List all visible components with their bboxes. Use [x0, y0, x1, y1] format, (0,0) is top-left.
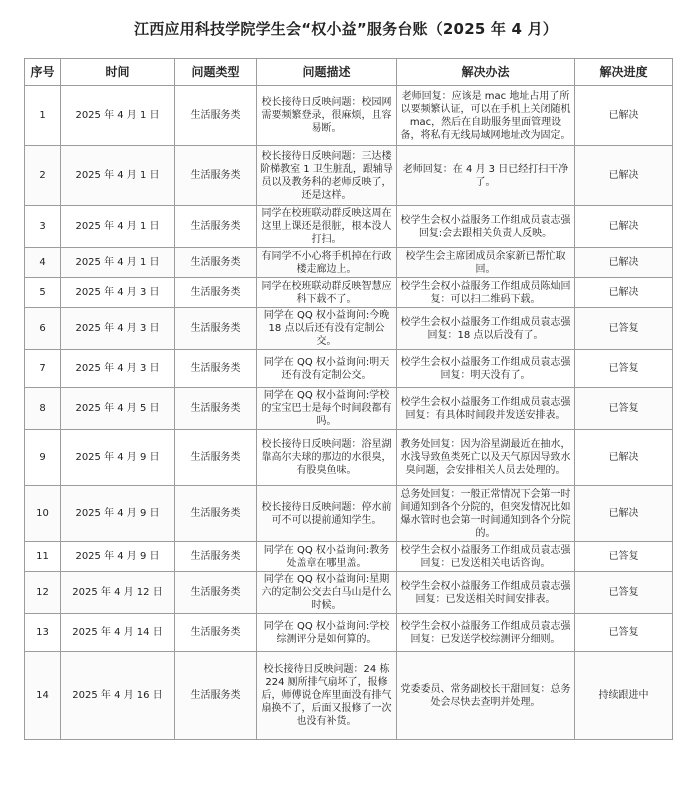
table-row	[25, 652, 673, 740]
document-title: 江西应用科技学院学生会“权小益”服务台账（2025 年 4 月）	[134, 20, 558, 38]
cell-status: 已答复	[575, 614, 673, 652]
cell-no: 10	[25, 486, 61, 542]
cell-type: 生活服务类	[175, 388, 257, 430]
header-solution: 解决办法	[397, 59, 575, 86]
cell-status: 已解决	[575, 146, 673, 206]
table-row	[25, 248, 673, 278]
cell-status: 已答复	[575, 388, 673, 430]
cell-type: 生活服务类	[175, 430, 257, 486]
cell-status: 已答复	[575, 572, 673, 614]
service-ledger-table	[24, 58, 673, 740]
cell-type: 生活服务类	[175, 350, 257, 388]
cell-type: 生活服务类	[175, 308, 257, 350]
cell-time: 2025 年 4 月 9 日	[61, 486, 175, 542]
cell-status: 已解决	[575, 486, 673, 542]
cell-solution: 老师回复：应该是 mac 地址占用了所以要频繁认证，可以在手机上关闭随机 mac，然后在自助服务里面管理设备，将私有无线局域网地址改为固定。	[397, 86, 575, 146]
cell-solution: 老师回复：在 4 月 3 日已经打扫干净了。	[397, 146, 575, 206]
cell-description: 同学在校班联动群反映这周在这里上课还是很脏，根本没人打扫。	[257, 206, 397, 248]
cell-type: 生活服务类	[175, 248, 257, 278]
cell-no: 1	[25, 86, 61, 146]
cell-description: 同学在 QQ 权小益询问:学校综测评分是如何算的。	[257, 614, 397, 652]
cell-status: 已答复	[575, 308, 673, 350]
cell-no: 8	[25, 388, 61, 430]
cell-description: 同学在 QQ 权小益询问:学校的宝宝巴士是每个时间段都有吗。	[257, 388, 397, 430]
header-time: 时间	[61, 59, 175, 86]
cell-description: 校长接待日反映问题：停水前可不可以提前通知学生。	[257, 486, 397, 542]
cell-solution: 校学生会权小益服务工作组成员袁志强回复：明天没有了。	[397, 350, 575, 388]
cell-description: 校长接待日反映问题：三达楼阶梯教室 1 卫生脏乱，跟辅导员以及教务科的老师反映了，还是这样。	[257, 146, 397, 206]
table-row	[25, 308, 673, 350]
cell-type: 生活服务类	[175, 614, 257, 652]
cell-type: 生活服务类	[175, 572, 257, 614]
cell-time: 2025 年 4 月 1 日	[61, 248, 175, 278]
cell-type: 生活服务类	[175, 146, 257, 206]
cell-time: 2025 年 4 月 16 日	[61, 652, 175, 740]
table-row	[25, 278, 673, 308]
cell-type: 生活服务类	[175, 206, 257, 248]
cell-status: 已解决	[575, 86, 673, 146]
table-row	[25, 86, 673, 146]
cell-no: 3	[25, 206, 61, 248]
cell-status: 已答复	[575, 542, 673, 572]
cell-solution: 总务处回复：一般正常情况下会第一时间通知到各个分院的，但突发情况比如爆水管时也会第一时间通知到各个分院的。	[397, 486, 575, 542]
table-row	[25, 542, 673, 572]
cell-solution: 校学生会权小益服务工作组成员袁志强回复：有具体时间段并发送安排表。	[397, 388, 575, 430]
cell-status: 已解决	[575, 430, 673, 486]
cell-time: 2025 年 4 月 3 日	[61, 350, 175, 388]
cell-time: 2025 年 4 月 9 日	[61, 430, 175, 486]
cell-solution: 党委委员、常务副校长干甜回复：总务处会尽快去查明并处理。	[397, 652, 575, 740]
table-row	[25, 572, 673, 614]
cell-time: 2025 年 4 月 3 日	[61, 308, 175, 350]
cell-time: 2025 年 4 月 14 日	[61, 614, 175, 652]
header-description: 问题描述	[257, 59, 397, 86]
cell-time: 2025 年 4 月 1 日	[61, 206, 175, 248]
cell-type: 生活服务类	[175, 86, 257, 146]
cell-no: 7	[25, 350, 61, 388]
table-row	[25, 486, 673, 542]
cell-solution: 校学生会权小益服务工作组成员袁志强回复：已发送相关时间安排表。	[397, 572, 575, 614]
cell-solution: 教务处回复：因为浴星湖最近在抽水，水浅导致鱼类死亡以及天气原因导致水臭问题，会安排相关人员去处理的。	[397, 430, 575, 486]
table-row	[25, 350, 673, 388]
cell-time: 2025 年 4 月 1 日	[61, 146, 175, 206]
cell-no: 6	[25, 308, 61, 350]
table-row	[25, 146, 673, 206]
table-row	[25, 206, 673, 248]
table-row	[25, 430, 673, 486]
header-no: 序号	[25, 59, 61, 86]
cell-no: 4	[25, 248, 61, 278]
cell-no: 2	[25, 146, 61, 206]
cell-solution: 校学生会权小益服务工作组成员袁志强回复:会去跟相关负责人反映。	[397, 206, 575, 248]
cell-no: 12	[25, 572, 61, 614]
cell-status: 已答复	[575, 350, 673, 388]
cell-time: 2025 年 4 月 9 日	[61, 542, 175, 572]
cell-status: 已解决	[575, 206, 673, 248]
cell-description: 同学在校班联动群反映智慧应科下载不了。	[257, 278, 397, 308]
cell-status: 持续跟进中	[575, 652, 673, 740]
cell-no: 11	[25, 542, 61, 572]
cell-time: 2025 年 4 月 1 日	[61, 86, 175, 146]
cell-type: 生活服务类	[175, 486, 257, 542]
cell-description: 同学在 QQ 权小益询问:教务处盖章在哪里盖。	[257, 542, 397, 572]
cell-description: 同学在 QQ 权小益询问:今晚 18 点以后还有没有定制公交。	[257, 308, 397, 350]
cell-status: 已解决	[575, 248, 673, 278]
header-type: 问题类型	[175, 59, 257, 86]
cell-no: 5	[25, 278, 61, 308]
header-row	[25, 59, 673, 86]
cell-solution: 校学生会权小益服务工作组成员袁志强回复：已发送学校综测评分细则。	[397, 614, 575, 652]
cell-solution: 校学生会权小益服务工作组成员陈灿回复：可以扫二维码下载。	[397, 278, 575, 308]
cell-status: 已解决	[575, 278, 673, 308]
cell-description: 校长接待日反映问题：24 栋 224 厕所排气扇坏了，报修后，师傅说仓库里面没有排气扇换不了，后面又报修了一次也没有补货。	[257, 652, 397, 740]
cell-time: 2025 年 4 月 5 日	[61, 388, 175, 430]
cell-solution: 校学生会权小益服务工作组成员袁志强回复：已发送相关电话咨询。	[397, 542, 575, 572]
cell-solution: 校学生会主席团成员余家新已帮忙取回。	[397, 248, 575, 278]
cell-description: 同学在 QQ 权小益询问:星期六的定制公交去白马山是什么时候。	[257, 572, 397, 614]
cell-solution: 校学生会权小益服务工作组成员袁志强回复：18 点以后没有了。	[397, 308, 575, 350]
table-row	[25, 614, 673, 652]
header-status: 解决进度	[575, 59, 673, 86]
cell-description: 校长接待日反映问题：浴星湖靠高尔夫球的那边的水很臭，有股臭鱼味。	[257, 430, 397, 486]
cell-type: 生活服务类	[175, 542, 257, 572]
cell-type: 生活服务类	[175, 652, 257, 740]
table-row	[25, 388, 673, 430]
cell-no: 14	[25, 652, 61, 740]
cell-no: 9	[25, 430, 61, 486]
cell-time: 2025 年 4 月 12 日	[61, 572, 175, 614]
cell-time: 2025 年 4 月 3 日	[61, 278, 175, 308]
cell-description: 校长接待日反映问题：校园网需要频繁登录，很麻烦，且容易断。	[257, 86, 397, 146]
cell-description: 有同学不小心将手机掉在行政楼走廊边上。	[257, 248, 397, 278]
table-body	[25, 86, 673, 740]
cell-type: 生活服务类	[175, 278, 257, 308]
cell-no: 13	[25, 614, 61, 652]
cell-description: 同学在 QQ 权小益询问:明天还有没有定制公交。	[257, 350, 397, 388]
